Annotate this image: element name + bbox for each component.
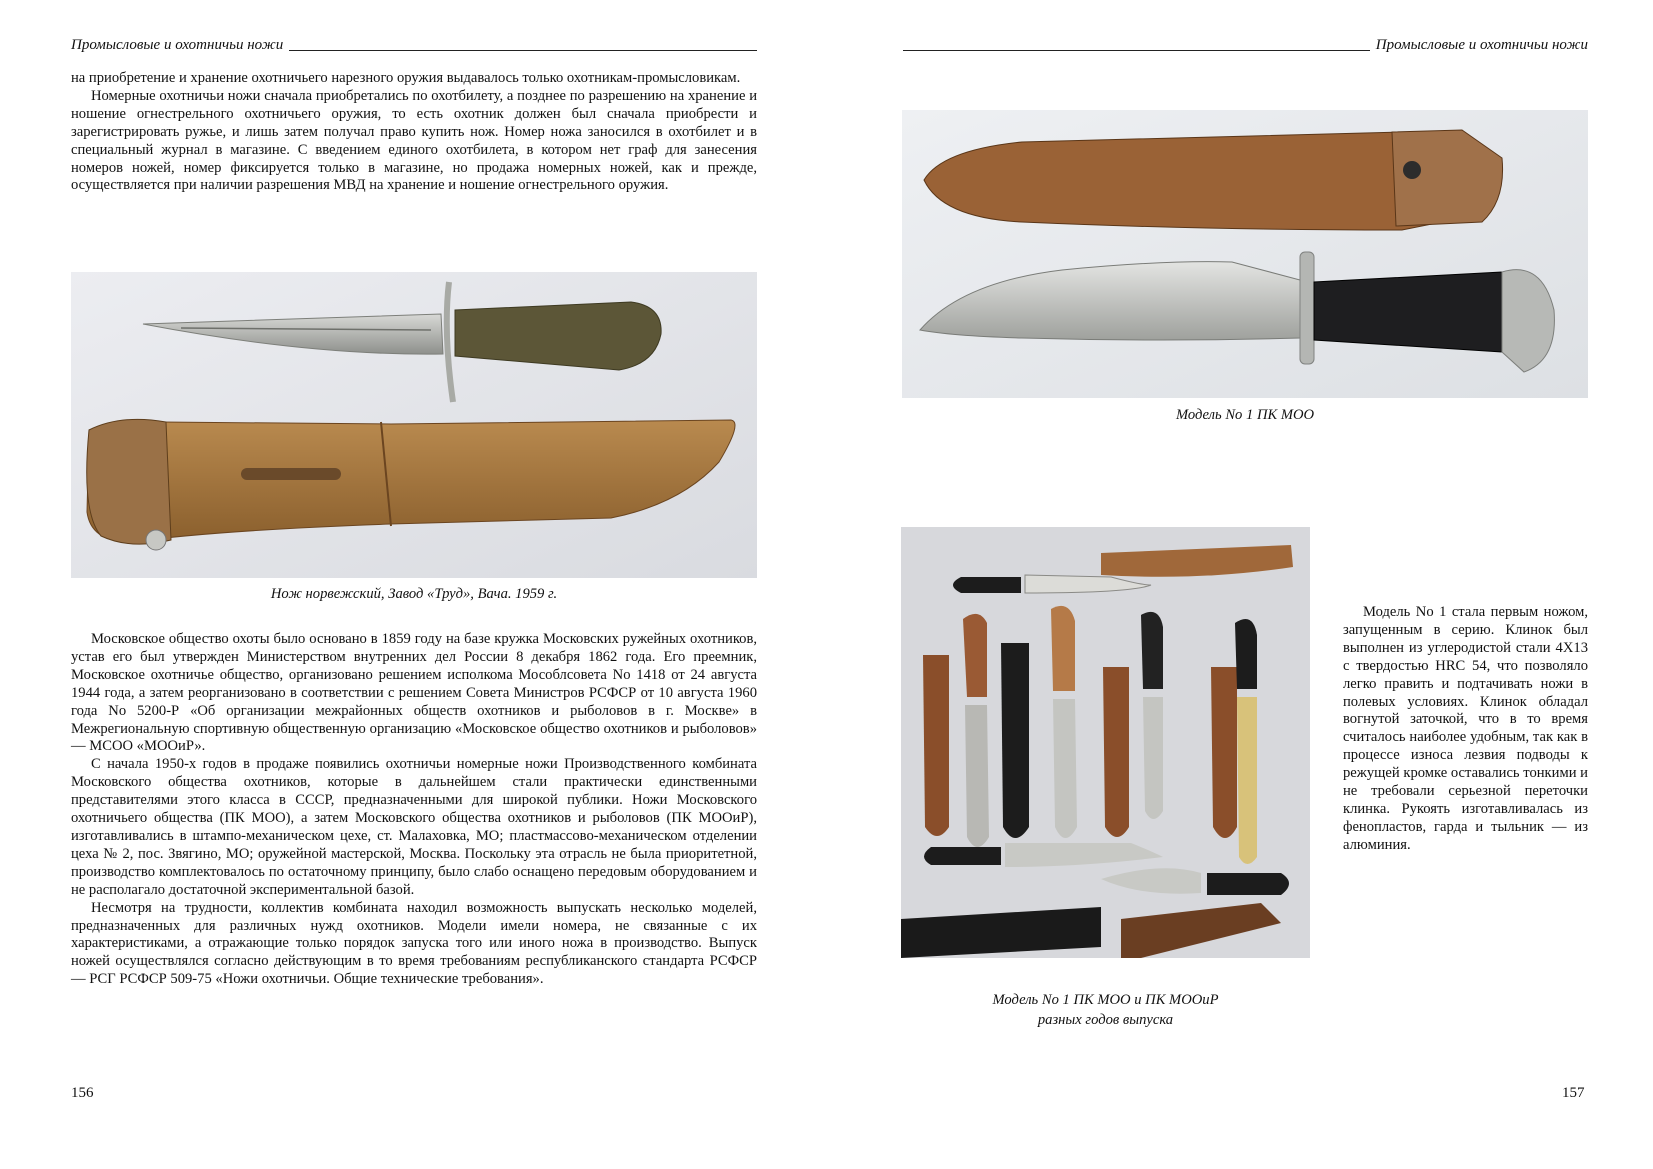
running-head-title: Промысловые и охотничьи ножи	[1375, 37, 1588, 53]
caption-line: разных годов выпуска	[1037, 1012, 1174, 1028]
photo-image	[71, 272, 757, 578]
paragraph: на приобретение и хранение охотничьего нарезного оружия выдавалось только охотникам-промысловикам.	[71, 70, 741, 86]
photo-image	[901, 527, 1310, 958]
photo-caption-left: Нож норвежский, Завод «Труд», Вача. 1959 г.	[270, 586, 558, 602]
left-page	[0, 0, 826, 1169]
running-head-left	[71, 36, 757, 54]
paragraph: Номерные охотничьи ножи сначала приобретались по охотбилету, а позднее по разрешению на хранение и ношение огнестрельного охотничьего оружия, то есть охотник должен был сначала приобрести и зарегистрировать ружье, и лишь затем получал право купить нож. Номер ножа заносился в охотбилет и в специальный журнал в магазине. С введением единого охотбилета, в котором нет граф для занесения номеров ножей, номер фиксируется только в магазине, но продажа номерных ножей, как и прежде, осуществляется при наличии разрешения МВД на хранение и ношение огнестрельного оружия.	[71, 87, 757, 194]
caption-line: Модель No 1 ПК МОО и ПК МООиР	[992, 992, 1219, 1008]
header-rule	[289, 50, 757, 51]
photo-image	[902, 110, 1588, 398]
text-block-side	[1343, 604, 1588, 855]
right-page	[826, 0, 1653, 1169]
photo-model-1	[902, 110, 1588, 398]
page-number-left: 156	[71, 1085, 94, 1101]
photo-knives-collection	[901, 527, 1310, 958]
text-block-top	[71, 70, 757, 195]
running-head-title: Промысловые и охотничьи ножи	[71, 37, 284, 53]
running-head-right	[903, 36, 1588, 54]
paragraph: Несмотря на трудности, коллектив комбината находил возможность выпускать несколько моделей, предназначенных для различных нужд охотников. Модели имели номера, не связанные с их характеристиками, а отражающие только порядок запуска того или иного ножа в производство. Выпуск ножей осуществлялся согласно действующим в то время требованиям республиканского стандарта РСФСР — РСГ РСФСР 509-75 «Ножи охотничьи. Общие технические требования».	[71, 899, 757, 988]
photo-caption-top: Модель No 1 ПК МОО	[1175, 407, 1315, 423]
paragraph: Московское общество охоты было основано в 1859 году на базе кружка Московских ружейных охотников, устав его был утвержден Министерством внутренних дел России 8 декабря 1862 года. Его преемник, Московское охотничье общество, организовано решением исполкома Мособлсовета No 1418 от 24 августа 1944 года, а затем реорганизовано в соответствии с решением Совета Министров РСФСР от 10 августа 1960 года No 5200-Р «Об организации межрайонных обществ охотников и рыболовов в г. Москве» в Межрегиональную спортивную общественную организацию «Московское общество охотников и рыболовов» — МСОО «МООиР».	[71, 631, 757, 755]
text-block-bottom	[71, 631, 757, 989]
photo-norwegian-knife	[71, 272, 757, 578]
paragraph: Модель No 1 стала первым ножом, запущенным в серию. Клинок был выполнен из углеродистой стали 4Х13 с твердостью HRC 54, что позволяло легко править и подтачивать ножи в полевых условиях. Клинок обладал вогнутой заточкой, что в то время считалось наиболее удобным, так как в процессе износа лезвия подводы к режущей кромке оставались тонкими и не требовали серьезной переточки клинка. Рукоять изготавливалась из фенопластов, гарда и тыльник — из алюминия.	[1343, 604, 1588, 853]
paragraph: С начала 1950-х годов в продаже появились охотничьи номерные ножи Производственного комбината Московского общества охотников, которые в дальнейшем стали практически единственными представителями этого класса в СССР, предназначенными для широкой публики. Ножи Московского охотничьего общества (ПК МОО), а затем Московского общества охотников и рыболовов (ПК МООиР), изготавливались в штампо-механическом цехе, ст. Малаховка, МО; пластмассово-механическом отделении цеха № 2, пос. Звягино, МО; оружейной мастерской, Москва. Поскольку эта отрасль не была приоритетной, производство комплектовалось по остаточному принципу, было слабо оснащено передовым оборудованием и не располагало достаточной экспериментальной базой.	[71, 756, 757, 898]
page-number-right: 157	[1562, 1085, 1585, 1101]
photo-caption-bottom	[901, 990, 1310, 1030]
header-rule	[903, 50, 1370, 51]
